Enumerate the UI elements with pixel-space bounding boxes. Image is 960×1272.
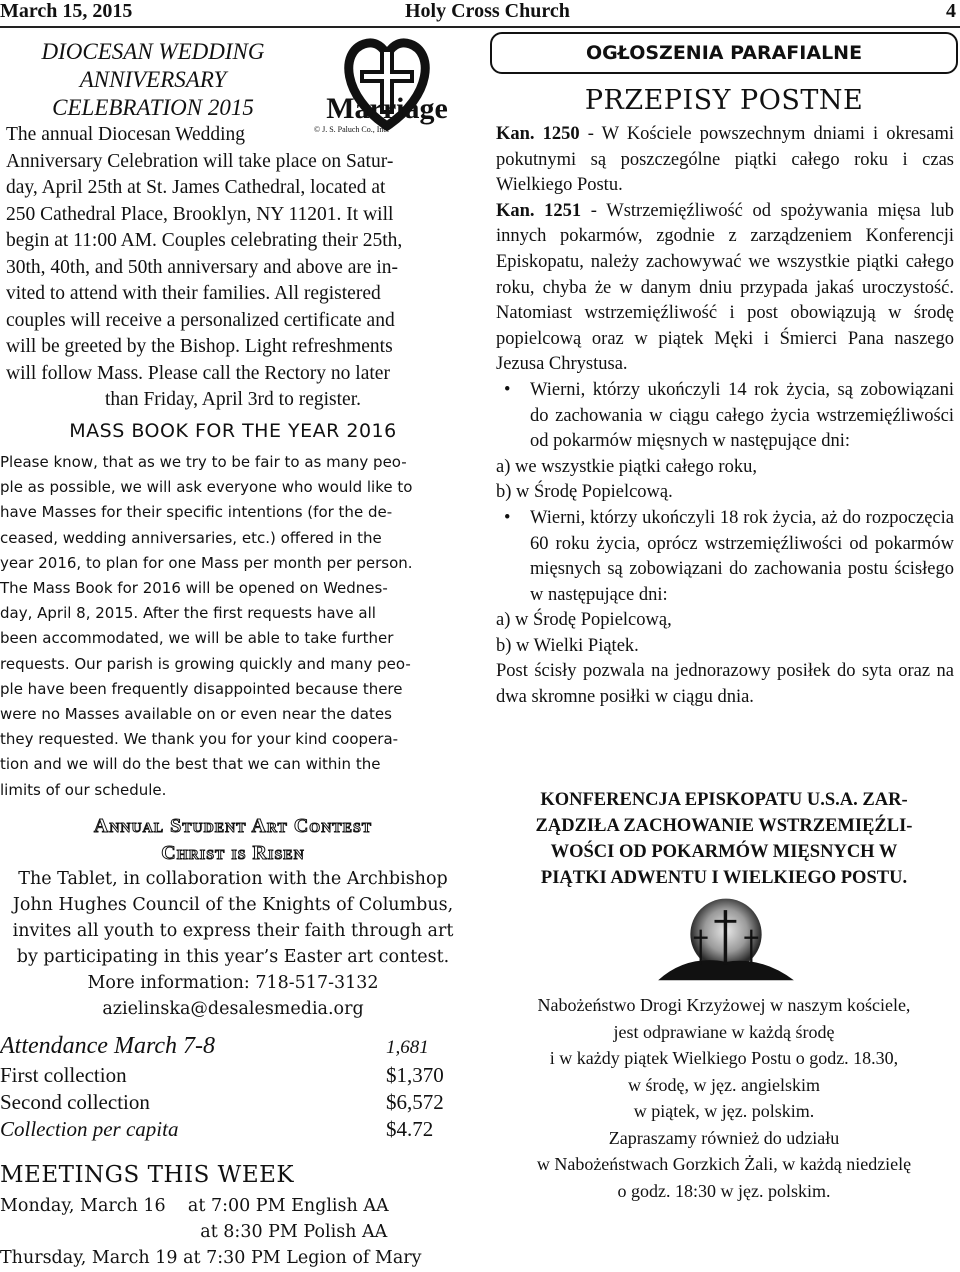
conference-line: KONFERENCJA EPISKOPATU U.S.A. ZAR- — [540, 790, 908, 810]
art-contest-body — [0, 866, 466, 1022]
massbook-line: ple have been frequently disappointed because there — [0, 679, 403, 698]
attendance-row-label: Second collection — [0, 1090, 150, 1114]
bishops-conference-notice — [488, 787, 960, 891]
canon-text: - W Kościele powszechnym dniami i okresami pokutnymi są poszczególne piątki całego roku i czas Wielkiego Postu. — [496, 124, 955, 196]
diocesan-line: The annual Diocesan Wedding — [6, 124, 246, 145]
notice-line: jest odprawiane w każdą środę — [613, 1021, 835, 1042]
header-rule — [0, 26, 960, 28]
fasting-rules-body — [496, 122, 954, 711]
list-item — [496, 506, 954, 608]
massbook-line: tion and we will do the best that we can within the — [0, 755, 381, 774]
massbook-line: requests. Our parish is growing quickly and many peo- — [0, 654, 411, 673]
diocesan-line: 250 Cathedral Place, Brooklyn, NY 11201. It will — [6, 203, 394, 225]
massbook-line: they requested. We thank you for your kind coopera- — [0, 730, 399, 749]
header-church: Holy Cross Church — [405, 0, 570, 22]
notice-line: w Nabożeństwach Gorzkich Żali, w każdą niedzielę — [536, 1154, 912, 1174]
canon-1250 — [496, 122, 954, 199]
massbook-line: ceased, wedding anniversaries, etc.) offered in the — [0, 528, 382, 547]
conference-line: ZĄDZIŁA ZACHOWANIE WSTRZEMIĘŹLI- — [535, 816, 913, 836]
stations-of-cross-notice — [488, 992, 960, 1204]
diocesan-line: vited to attend with their families. All registered — [6, 283, 381, 304]
art-contest-line: The Tablet, in collaboration with the Archbishop — [18, 869, 448, 889]
diocesan-line: 30th, 40th, and 50th anniversary and above are in- — [6, 256, 399, 278]
canon-label: Kan. 1251 — [496, 200, 582, 221]
diocesan-line: day, April 25th at St. James Cathedral, located at — [6, 177, 386, 198]
attendance-row-label: First collection — [0, 1063, 127, 1087]
massbook-line: year 2016, to plan for one Mass per month per person. — [0, 553, 413, 572]
attendance-row — [0, 1090, 460, 1117]
attendance-row-label: Collection per capita — [0, 1117, 179, 1141]
header-date: March 15, 2015 — [0, 0, 133, 22]
art-contest-title: Annual Student Art Contest — [93, 815, 373, 837]
meetings-title: MEETINGS THIS WEEK — [0, 1162, 295, 1188]
massbook-body — [0, 450, 466, 803]
attendance-row-value: $1,370 — [386, 1063, 444, 1087]
notice-line: i w każdy piątek Wielkiego Postu o godz. 18.30, — [549, 1048, 899, 1068]
art-contest-line: by participating in this year’s Easter art contest. — [16, 947, 450, 967]
diocesan-line: than Friday, April 3rd to register. — [105, 389, 361, 410]
attendance-row — [0, 1063, 460, 1090]
massbook-line: Please know, that as we try to be fair to as many peo- — [0, 453, 407, 471]
massbook-line: limits of our schedule. — [0, 780, 167, 799]
announcements-banner: OGŁOSZENIA PARAFIALNE — [490, 32, 958, 74]
meetings-line: Monday, March 16 at 7:00 PM English AA — [0, 1196, 389, 1216]
diocesan-title-line: ANNIVERSARY — [79, 67, 227, 92]
list-subitem: a) we wszystkie piątki całego roku, — [496, 456, 757, 477]
list-subitem: b) w Wielki Piątek. — [496, 635, 639, 656]
art-contest-email: azielinska@desalesmedia.org — [102, 999, 364, 1019]
meetings-line: Thursday, March 19 at 7:30 PM Legion of Mary — [0, 1248, 422, 1268]
notice-line: w piątek, w jęz. polskim. — [633, 1101, 815, 1121]
post-text: Post ścisły pozwala na jednorazowy posiłek do syta oraz na dwa skromne posiłki w ciągu dnia. — [496, 661, 954, 708]
logo-credit: © J. S. Paluch Co., Inc. — [314, 125, 389, 134]
meetings-line: at 8:30 PM Polish AA — [0, 1222, 388, 1242]
notice-line: o godz. 18:30 w jęz. polskim. — [617, 1180, 831, 1201]
notice-line: Nabożeństwo Drogi Krzyżowej w naszym kościele, — [537, 995, 911, 1015]
notice-line: w środę, w jęz. angielskim — [628, 1074, 820, 1095]
diocesan-body — [0, 122, 466, 414]
canon-label: Kan. 1250 — [496, 124, 580, 144]
massbook-line: have Masses for their specific intentions (for the de- — [0, 503, 393, 522]
art-contest-line: John Hughes Council of the Knights of Columbus, — [12, 895, 454, 915]
attendance-table — [0, 1033, 460, 1144]
conference-line: WOŚCI OD POKARMÓW MIĘSNYCH W — [550, 842, 898, 862]
attendance-title: Attendance March 7-8 — [0, 1033, 216, 1059]
diocesan-line: will follow Mass. Please call the Rectory no later — [6, 362, 390, 384]
attendance-title-row — [0, 1033, 460, 1063]
diocesan-line: begin at 11:00 AM. Couples celebrating their 25th, — [6, 230, 403, 251]
diocesan-title-line: CELEBRATION 2015 — [52, 95, 254, 120]
conference-line: PIĄTKI ADWENTU I WIELKIEGO POSTU. — [540, 868, 908, 888]
bullet-icon: • — [504, 507, 511, 528]
diocesan-line: Anniversary Celebration will take place on Satur- — [6, 150, 394, 172]
list-subitem: a) w Środę Popielcową, — [496, 610, 672, 631]
art-contest-phone: More information: 718-517-3132 — [87, 973, 379, 993]
canon-text: - Wstrzemięźliwość od spożywania mięsa lub innych pokarmów, zgodnie z zarządzeniem Konferencji Episkopatu, należy zachowywać we wszystkie piątki całego roku, chyba że w danym dniu przypada jakaś uroczystość. Natomiast wstrzemięźliwość i post obowiązują w środę popielcową oraz w piątek Męki i Śmierci Pana naszego Jezusa Chrystusa. — [496, 200, 954, 375]
diocesan-line: will be greeted by the Bishop. Light refreshments — [6, 336, 393, 357]
notice-line: Zapraszamy również do udziału — [608, 1127, 840, 1148]
bullet-icon: • — [504, 379, 511, 400]
list-subitem: b) w Środę Popielcową. — [496, 482, 673, 503]
header-page-number: 4 — [946, 0, 956, 22]
art-contest-line: invites all youth to express their faith through art — [12, 921, 454, 941]
attendance-row — [0, 1117, 460, 1144]
art-contest-subtitle: Christ is Risen — [161, 842, 305, 864]
massbook-title: MASS BOOK FOR THE YEAR 2016 — [69, 420, 397, 442]
page-header — [0, 0, 960, 24]
attendance-row-value: $4.72 — [386, 1117, 434, 1141]
fasting-rules-title: PRZEPISY POSTNE — [584, 85, 864, 116]
logo-text: Marriage — [326, 92, 448, 125]
meetings-body — [0, 1193, 470, 1271]
canon-1251 — [496, 199, 954, 378]
massbook-line: The Mass Book for 2016 will be opened on Wednes- — [0, 579, 388, 598]
bullet-text: Wierni, którzy ukończyli 18 rok życia, aż do rozpoczęcia 60 roku życia, oprócz wstrzemięźliwości od pokarmów mięsnych są zobowiązani do zachowania postu ścisłego w następujące dni: — [530, 507, 954, 605]
massbook-line: were no Masses available on or even near the dates — [0, 705, 392, 724]
diocesan-title-line: DIOCESAN WEDDING — [41, 39, 265, 64]
massbook-line: ple as possible, we will ask everyone who would like to — [0, 478, 413, 497]
calvary-crosses-image — [598, 894, 854, 986]
attendance-row-value: $6,572 — [386, 1090, 444, 1114]
massbook-line: day, April 8, 2015. After the first requests have all — [0, 604, 376, 623]
bullet-text: Wierni, którzy ukończyli 14 rok życia, są zobowiązani do zachowania w ciągu całego życia wstrzemięźliwości od pokarmów mięsnych w następujące dni: — [530, 379, 954, 452]
diocesan-title — [0, 38, 306, 122]
massbook-line: been accommodated, we will be able to take further — [0, 629, 394, 648]
diocesan-line: couples will receive a personalized certificate and — [6, 309, 395, 331]
attendance-count: 1,681 — [386, 1037, 429, 1058]
list-item — [496, 378, 954, 455]
